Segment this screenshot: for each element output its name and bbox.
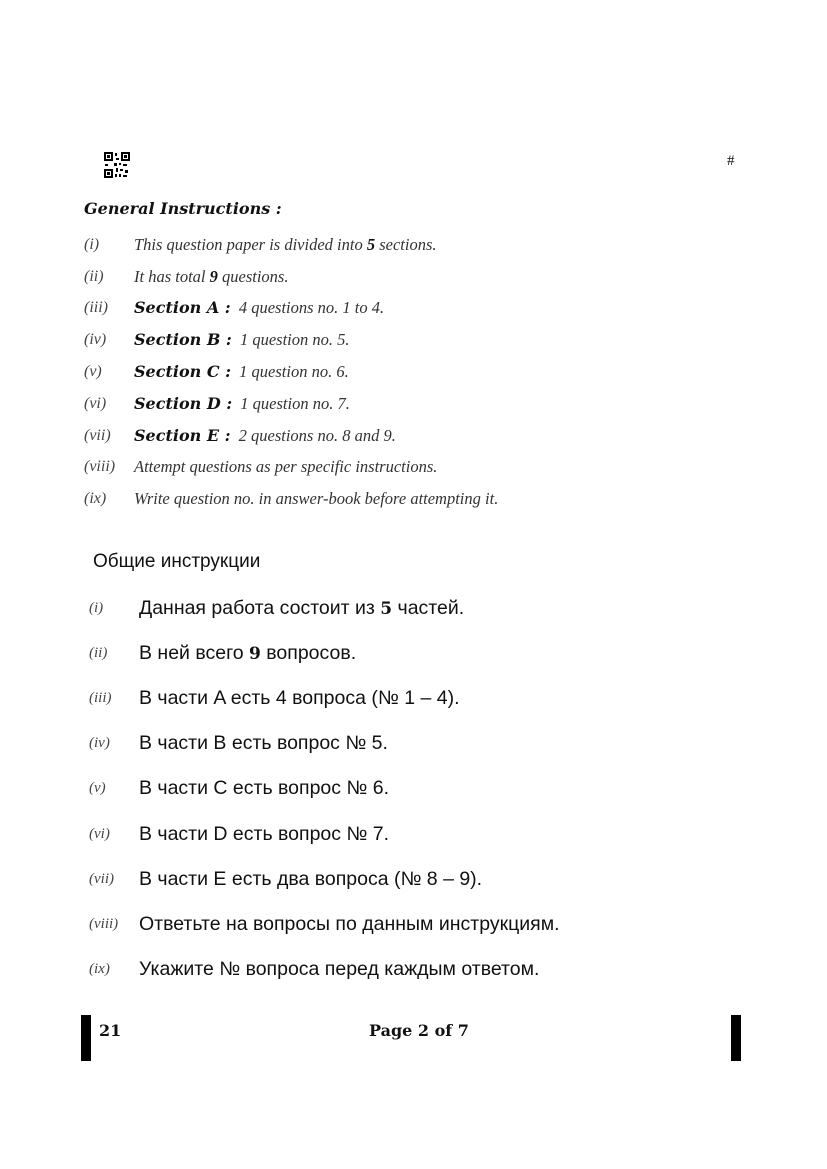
item-text: Ответьте на вопросы по данным инструкциям. (139, 912, 560, 935)
list-item (84, 261, 764, 293)
item-text: It has total 9 questions. (134, 266, 289, 286)
general-instructions-list (84, 229, 764, 515)
list-item (89, 902, 789, 947)
item-number: (iii) (84, 299, 108, 317)
item-number: (v) (89, 780, 106, 797)
list-item (84, 229, 764, 261)
list-item (89, 721, 789, 766)
item-number: (iii) (89, 690, 112, 707)
list-item (84, 324, 764, 356)
item-text: В части E есть два вопроса (№ 8 – 9). (139, 867, 483, 890)
list-item (89, 947, 789, 992)
item-text: Section C : 1 question no. 6. (134, 362, 349, 382)
item-text: Section B : 1 question no. 5. (134, 330, 350, 350)
item-text: Данная работа состоит из 5 частей. (139, 597, 465, 620)
item-number: (ix) (84, 490, 107, 508)
general-instructions-title: General Instructions : (84, 199, 282, 218)
list-item (84, 293, 764, 325)
item-number: (viii) (84, 458, 116, 476)
item-number: (ix) (89, 960, 110, 977)
item-text: В части B есть вопрос № 5. (139, 732, 388, 755)
item-text: Section A : 4 questions no. 1 to 4. (134, 298, 385, 318)
russian-instructions-title: Общие инструкции (93, 551, 261, 572)
list-item (89, 766, 789, 811)
list-item (89, 586, 789, 631)
item-text: В части A есть 4 вопроса (№ 1 – 4). (139, 687, 460, 710)
item-number: (i) (84, 235, 100, 253)
list-item (89, 676, 789, 721)
list-item (84, 356, 764, 388)
item-text: Section E : 2 questions no. 8 and 9. (134, 425, 396, 445)
item-number: (ii) (89, 645, 108, 662)
list-item (84, 452, 764, 484)
list-item (89, 857, 789, 902)
item-text: В ней всего 9 вопросов. (139, 642, 357, 665)
item-text: Укажите № вопроса перед каждым ответом. (139, 957, 540, 980)
hash-mark: # (727, 153, 735, 169)
item-text: В части D есть вопрос № 7. (139, 822, 390, 845)
qr-code-icon (104, 152, 130, 178)
item-number: (vii) (84, 426, 111, 444)
item-number: (ii) (84, 267, 104, 285)
list-item (89, 811, 789, 856)
item-text: Attempt questions as per specific instructions. (134, 457, 438, 477)
list-item (89, 631, 789, 676)
footer-left-bar (81, 1015, 91, 1061)
russian-instructions-list (89, 586, 789, 992)
item-number: (iv) (89, 735, 110, 752)
paper-code: 21 (99, 1021, 122, 1040)
item-text: This question paper is divided into 5 sections. (134, 234, 437, 254)
item-number: (vi) (89, 825, 110, 842)
page-number: Page 2 of 7 (369, 1021, 469, 1040)
item-number: (i) (89, 600, 104, 617)
item-number: (viii) (89, 915, 119, 932)
list-item (84, 420, 764, 452)
item-text: Section D : 1 question no. 7. (134, 393, 350, 413)
item-number: (iv) (84, 331, 107, 349)
item-number: (vii) (89, 870, 114, 887)
item-number: (v) (84, 363, 102, 381)
footer-right-bar (731, 1015, 741, 1061)
list-item (84, 388, 764, 420)
list-item (84, 483, 764, 515)
item-text: В части C есть вопрос № 6. (139, 777, 390, 800)
item-text: Write question no. in answer-book before attempting it. (134, 489, 499, 509)
item-number: (vi) (84, 394, 107, 412)
